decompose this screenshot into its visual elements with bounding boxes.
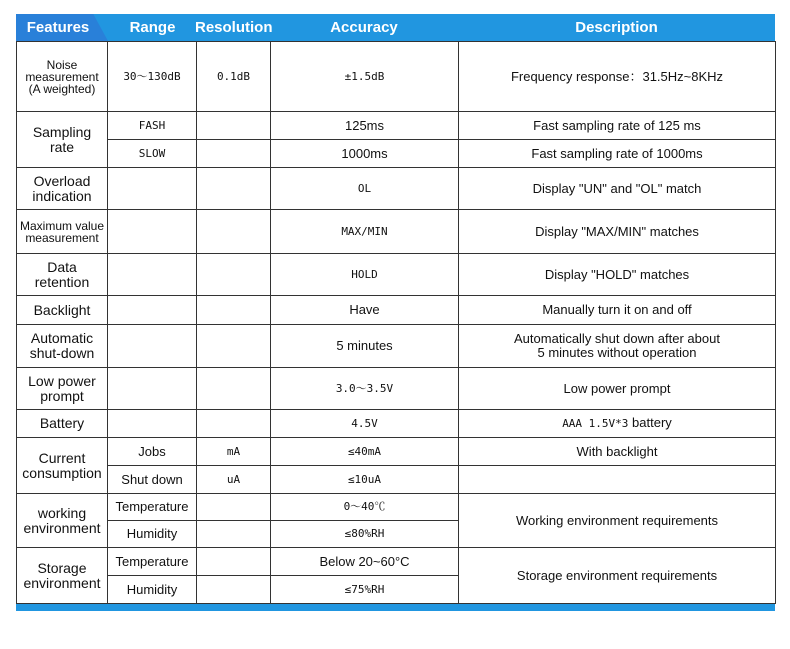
table-row — [17, 325, 776, 368]
battery-label: battery — [632, 415, 672, 430]
description-shutdown: Automatically shut down after about 5 minutes without operation — [459, 325, 776, 368]
accuracy-working-temp: 0〜40℃ — [271, 494, 459, 521]
feature-hold: Data retention — [17, 254, 108, 296]
accuracy-shutdown: 5 minutes — [271, 325, 459, 368]
accuracy-fast: 125ms — [271, 112, 459, 140]
header-description: Description — [575, 19, 658, 36]
bottom-bar — [16, 604, 775, 611]
range-working-hum: Humidity — [108, 521, 197, 548]
accuracy-backlight: Have — [271, 296, 459, 325]
accuracy-jobs: ≤40mA — [271, 438, 459, 466]
description-battery — [459, 410, 776, 438]
resolution-noise: 0.1dB — [197, 42, 271, 112]
description-maxmin: Display "MAX/MIN" matches — [459, 210, 776, 254]
table-row — [17, 210, 776, 254]
accuracy-hold: HOLD — [271, 254, 459, 296]
table-row — [17, 548, 776, 576]
header-resolution: Resolution — [195, 19, 273, 36]
header-range: Range — [129, 19, 176, 36]
accuracy-storage-temp: Below 20~60°C — [271, 548, 459, 576]
resolution-shut: uA — [197, 466, 271, 494]
feature-noise: Noise measurement (A weighted) — [17, 42, 108, 112]
range-jobs: Jobs — [108, 438, 197, 466]
spec-table-container — [16, 14, 775, 611]
accuracy-overload: OL — [271, 168, 459, 210]
accuracy-slow: 1000ms — [271, 140, 459, 168]
feature-battery: Battery — [17, 410, 108, 438]
table-row — [17, 168, 776, 210]
accuracy-noise: ±1.5dB — [271, 42, 459, 112]
feature-shutdown: Automatic shut-down — [17, 325, 108, 368]
table-row — [17, 42, 776, 112]
feature-storage: Storage environment — [17, 548, 108, 604]
accuracy-maxmin: MAX/MIN — [271, 210, 459, 254]
accuracy-storage-hum: ≤75%RH — [271, 576, 459, 604]
feature-current: Current consumption — [17, 438, 108, 494]
description-shut — [459, 466, 776, 494]
description-storage: Storage environment requirements — [459, 548, 776, 604]
accuracy-battery: 4.5V — [271, 410, 459, 438]
description-noise: Frequency response：31.5Hz~8KHz — [459, 42, 776, 112]
battery-spec: AAA 1.5V*3 — [562, 417, 629, 430]
range-slow: SLOW — [108, 140, 197, 168]
table-row — [17, 368, 776, 410]
feature-overload: Overload indication — [17, 168, 108, 210]
table-row — [17, 466, 776, 494]
table-row — [17, 438, 776, 466]
resolution-fast — [197, 112, 271, 140]
feature-working: working environment — [17, 494, 108, 548]
range-storage-temp: Temperature — [108, 548, 197, 576]
accuracy-lowpower: 3.0〜3.5V — [271, 368, 459, 410]
header-features: Features — [26, 19, 90, 36]
description-fast: Fast sampling rate of 125 ms — [459, 112, 776, 140]
accuracy-working-hum: ≤80%RH — [271, 521, 459, 548]
feature-backlight: Backlight — [17, 296, 108, 325]
table-row — [17, 112, 776, 140]
range-noise: 30〜130dB — [108, 42, 197, 112]
description-slow: Fast sampling rate of 1000ms — [459, 140, 776, 168]
header-accuracy: Accuracy — [330, 19, 398, 36]
feature-sampling: Sampling rate — [17, 112, 108, 168]
description-hold: Display "HOLD" matches — [459, 254, 776, 296]
resolution-slow — [197, 140, 271, 168]
range-working-temp: Temperature — [108, 494, 197, 521]
table-row — [17, 494, 776, 521]
table-row — [17, 140, 776, 168]
feature-lowpower: Low power prompt — [17, 368, 108, 410]
range-shut: Shut down — [108, 466, 197, 494]
table-row — [17, 410, 776, 438]
description-overload: Display "UN" and "OL" match — [459, 168, 776, 210]
description-jobs: With backlight — [459, 438, 776, 466]
table-row — [17, 254, 776, 296]
feature-maxmin: Maximum value measurement — [17, 210, 108, 254]
description-working: Working environment requirements — [459, 494, 776, 548]
description-backlight: Manually turn it on and off — [459, 296, 776, 325]
accuracy-shut: ≤10uA — [271, 466, 459, 494]
resolution-jobs: mA — [197, 438, 271, 466]
table-header — [16, 14, 775, 41]
range-fast: FASH — [108, 112, 197, 140]
range-storage-hum: Humidity — [108, 576, 197, 604]
spec-table — [16, 41, 776, 604]
table-row — [17, 296, 776, 325]
description-lowpower: Low power prompt — [459, 368, 776, 410]
